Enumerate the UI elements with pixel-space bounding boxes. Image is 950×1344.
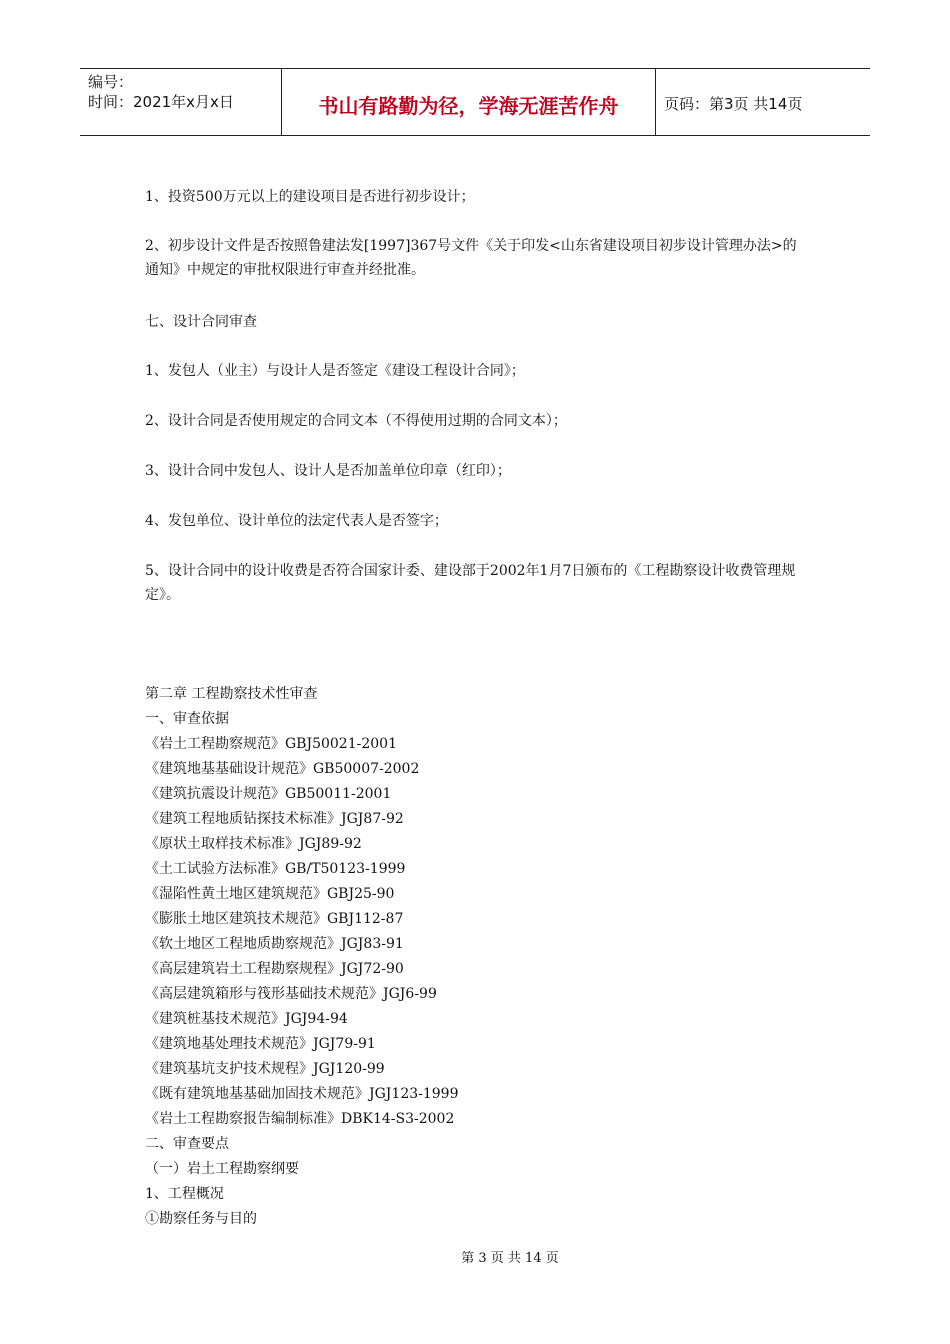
paragraph-1: 1、投资500万元以上的建设项目是否进行初步设计； [145, 189, 475, 205]
paragraph-5: 3、设计合同中发包人、设计人是否加盖单位印章（红印）； [145, 463, 511, 479]
page-footer: 第 3 页 共 14 页 [461, 1251, 559, 1266]
standard-item: 《建筑地基基础设计规范》GB50007-2002 [145, 761, 420, 777]
header-page-info: 页码：第3页 共14页 [664, 94, 803, 113]
item-heading: 1、工程概况 [145, 1186, 224, 1202]
standard-item: 《膨胀土地区建筑技术规范》GBJ112-87 [145, 911, 404, 927]
standard-item: 《建筑地基处理技术规范》JGJ79-91 [145, 1036, 376, 1052]
standard-item: 《既有建筑地基基础加固技术规范》JGJ123-1999 [145, 1086, 459, 1102]
chapter-title: 第二章 工程勘察技术性审查 [145, 686, 318, 702]
paragraph-2: 2、初步设计文件是否按照鲁建法发[1997]367号文件《关于印发<山东省建设项目初步设计管理办法>的通知》中规定的审批权限进行审查并经批准。 [145, 238, 797, 278]
header-motto: 书山有路勤为径，学海无涯苦作舟 [282, 69, 656, 135]
standard-item: 《建筑工程地质钻探技术标准》JGJ87-92 [145, 811, 404, 827]
item-subheading: ①勘察任务与目的 [145, 1211, 257, 1227]
standard-item: 《建筑抗震设计规范》GB50011-2001 [145, 786, 392, 802]
standard-item: 《岩土工程勘察规范》GBJ50021-2001 [145, 736, 397, 752]
standard-item: 《软土地区工程地质勘察规范》JGJ83-91 [145, 936, 404, 952]
standard-item: 《建筑基坑支护技术规程》JGJ120-99 [145, 1061, 385, 1077]
paragraph-3: 1、发包人（业主）与设计人是否签定《建设工程设计合同》； [145, 363, 525, 379]
standard-item: 《土工试验方法标准》GB/T50123-1999 [145, 861, 406, 877]
standard-item: 《高层建筑岩土工程勘察规程》JGJ72-90 [145, 961, 404, 977]
paragraph-6: 4、发包单位、设计单位的法定代表人是否签字； [145, 513, 448, 529]
paragraph-4: 2、设计合同是否使用规定的合同文本（不得使用过期的合同文本）； [145, 413, 567, 429]
number-label: 编号： [88, 73, 134, 91]
header-meta-cell [80, 69, 282, 135]
standard-item: 《建筑桩基技术规范》JGJ94-94 [145, 1011, 348, 1027]
standard-item: 《原状土取样技术标准》JGJ89-92 [145, 836, 362, 852]
standard-item: 《高层建筑箱形与筏形基础技术规范》JGJ6-99 [145, 986, 437, 1002]
section-title-7: 七、设计合同审查 [145, 314, 257, 330]
standard-item: 《岩土工程勘察报告编制标准》DBK14-S3-2002 [145, 1111, 455, 1127]
page-header [80, 68, 870, 136]
section-heading: 二、审查要点 [145, 1136, 229, 1152]
section-heading: 一、审查依据 [145, 711, 229, 727]
time-label: 时间：2021年x月x日 [88, 93, 234, 111]
subsection-heading: （一）岩土工程勘察纲要 [145, 1161, 299, 1177]
paragraph-7: 5、设计合同中的设计收费是否符合国家计委、建设部于2002年1月7日颁布的《工程勘察设计收费管理规定》。 [145, 563, 796, 603]
standard-item: 《湿陷性黄土地区建筑规范》GBJ25-90 [145, 886, 395, 902]
